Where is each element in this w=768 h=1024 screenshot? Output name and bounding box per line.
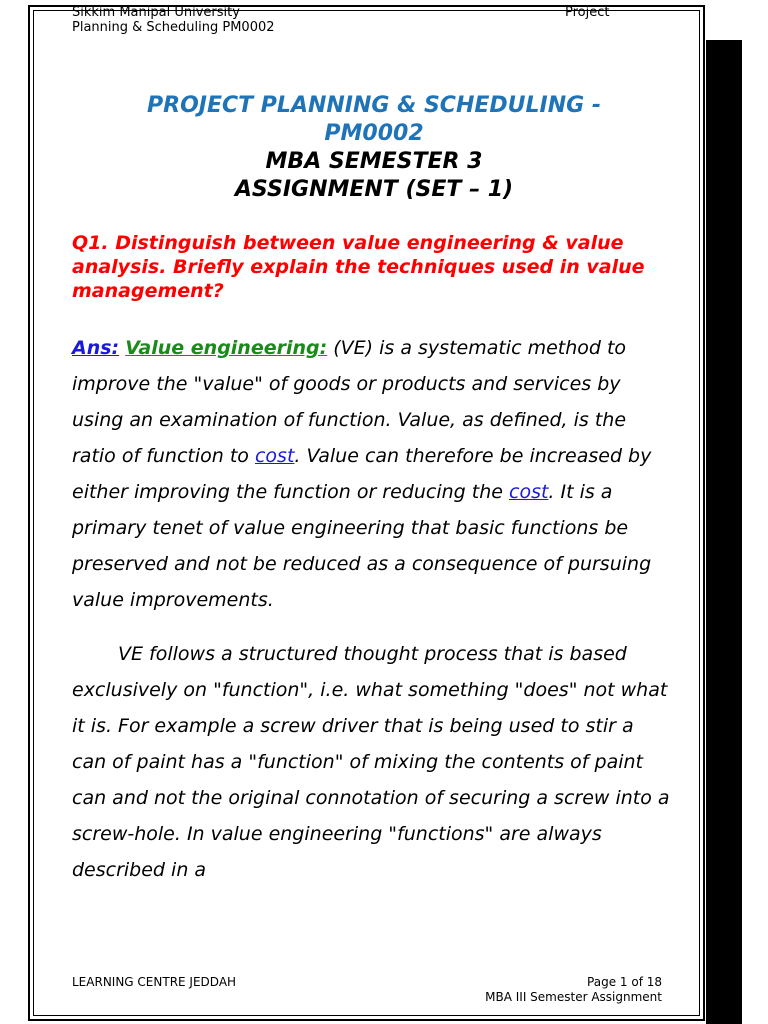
header-course: Planning & Scheduling PM0002: [72, 20, 275, 35]
answer-text-part-1: (VE) is a systematic method to improve the "value" of goods or products and services by using an examination of function. Value, as defined, is the ratio of function to: [72, 337, 627, 467]
question-text: Q1. Distinguish between value engineering & value analysis. Briefly explain the techniques used in value management?: [72, 232, 645, 302]
page-header-left: [72, 5, 275, 35]
title-line-2: PM0002: [324, 121, 424, 146]
answer-text-part-3: . It is a primary tenet of value engineering that basic functions be preserved and not be reduced as a consequence of pursuing value improvements.: [72, 481, 652, 611]
answer-paragraph-1: [72, 330, 672, 618]
page-shadow: [706, 40, 742, 1024]
answer-paragraph-2: VE follows a structured thought process that is based exclusively on "function", i.e. what something "does" not what it is. For example a screw driver that is being used to stir a can of paint has a "function" of mixing the contents of paint can and not the original connotation of securing a screw into a screw-hole. In value engineering "functions" are always described in a: [72, 643, 670, 881]
footer-assignment-label: MBA III Semester Assignment: [485, 990, 662, 1004]
header-university: Sikkim Manipal University: [72, 5, 240, 20]
ans-label: Ans:: [72, 337, 120, 359]
title-line-3: MBA SEMESTER 3: [265, 149, 483, 174]
document-subtitle: [72, 148, 676, 204]
answer-body: [72, 330, 672, 888]
footer-learning-centre: LEARNING CENTRE JEDDAH: [72, 975, 237, 989]
cost-link-1[interactable]: cost: [254, 445, 295, 467]
document-title: [72, 92, 676, 148]
title-line-1: PROJECT PLANNING & SCHEDULING -: [147, 93, 601, 118]
answer-text-part-2: . Value can therefore be increased by either improving the function or reducing the: [72, 445, 652, 503]
title-line-4: ASSIGNMENT (SET – 1): [234, 177, 514, 202]
value-engineering-link[interactable]: Value engineering:: [125, 337, 328, 359]
cost-link-2[interactable]: cost: [509, 481, 549, 503]
header-project-label: Project: [565, 5, 610, 20]
footer-page-number: Page 1 of 18: [587, 975, 662, 989]
